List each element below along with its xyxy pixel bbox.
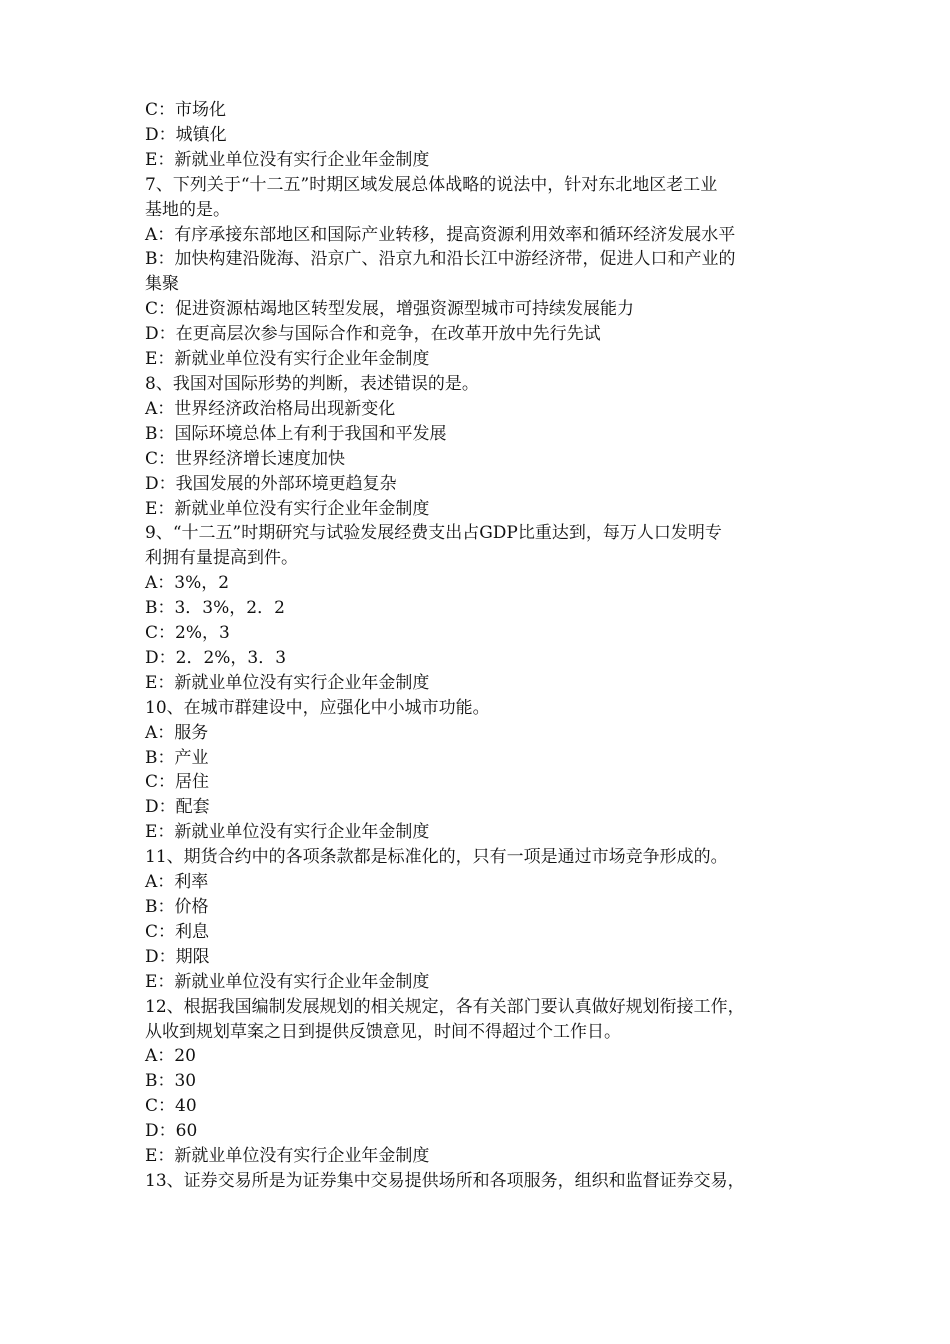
question-line: 12、根据我国编制发展规划的相关规定，各有关部门要认真做好规划衔接工作， — [145, 996, 745, 1017]
option-line: D：配套 — [145, 797, 210, 818]
option-line: A：利率 — [145, 872, 209, 893]
option-line: C：居住 — [145, 772, 210, 793]
option-line: B：30 — [145, 1071, 197, 1092]
option-line: A：20 — [145, 1046, 196, 1067]
question-line: 从收到规划草案之日到提供反馈意见，时间不得超过个工作日。 — [145, 1021, 621, 1042]
option-line: A：服务 — [145, 722, 209, 743]
option-line: D：我国发展的外部环境更趋复杂 — [145, 473, 397, 494]
option-line: D：2．2%，3．3 — [145, 647, 287, 668]
text-line: E：新就业单位没有实行企业年金制度 — [145, 149, 430, 170]
option-line: E：新就业单位没有实行企业年金制度 — [145, 971, 430, 992]
question-line: 8、我国对国际形势的判断，表述错误的是。 — [145, 373, 479, 394]
question-line: 基地的是。 — [145, 199, 230, 220]
option-line: B：3．3%，2．2 — [145, 598, 285, 619]
text-line: C：市场化 — [145, 100, 227, 120]
option-line: E：新就业单位没有实行企业年金制度 — [145, 672, 430, 693]
question-line: 利拥有量提高到件。 — [145, 548, 298, 569]
option-line: E：新就业单位没有实行企业年金制度 — [145, 1146, 430, 1167]
option-line: C：利息 — [145, 921, 210, 942]
option-line: D：期限 — [145, 946, 210, 967]
option-line: C：世界经济增长速度加快 — [145, 448, 346, 469]
option-line: 集聚 — [145, 274, 179, 295]
option-line: B：国际环境总体上有利于我国和平发展 — [145, 423, 447, 444]
option-line: E：新就业单位没有实行企业年金制度 — [145, 822, 430, 843]
question-line: 11、期货合约中的各项条款都是标准化的，只有一项是通过市场竞争形成的。 — [145, 847, 728, 868]
question-line: 10、在城市群建设中，应强化中小城市功能。 — [145, 697, 490, 718]
option-line: D：在更高层次参与国际合作和竞争，在改革开放中先行先试 — [145, 324, 601, 345]
option-line: A：世界经济政治格局出现新变化 — [145, 398, 396, 419]
option-line: B：价格 — [145, 897, 209, 917]
option-line: E：新就业单位没有实行企业年金制度 — [145, 498, 430, 519]
option-line: B：产业 — [145, 747, 209, 768]
question-line: 13、证券交易所是为证券集中交易提供场所和各项服务，组织和监督证券交易， — [145, 1170, 745, 1191]
option-line: A：有序承接东部地区和国际产业转移，提高资源利用效率和循环经济发展水平 — [145, 224, 736, 245]
document-page — [145, 98, 825, 1194]
option-line: C：促进资源枯竭地区转型发展，增强资源型城市可持续发展能力 — [145, 299, 635, 320]
option-line: B：加快构建沿陇海、沿京广、沿京九和沿长江中游经济带，促进人口和产业的 — [145, 249, 736, 270]
question-line: 7、下列关于“十二五”时期区域发展总体战略的说法中，针对东北地区老工业 — [145, 174, 718, 195]
option-line: E：新就业单位没有实行企业年金制度 — [145, 349, 430, 370]
option-line: C：2%，3 — [145, 623, 230, 644]
option-line: C：40 — [145, 1096, 197, 1117]
question-line: 9、“十二五”时期研究与试验发展经费支出占GDP比重达到，每万人口发明专 — [145, 523, 722, 544]
option-line: D：60 — [145, 1121, 198, 1142]
text-line: D：城镇化 — [145, 124, 227, 145]
option-line: A：3%，2 — [145, 573, 230, 594]
